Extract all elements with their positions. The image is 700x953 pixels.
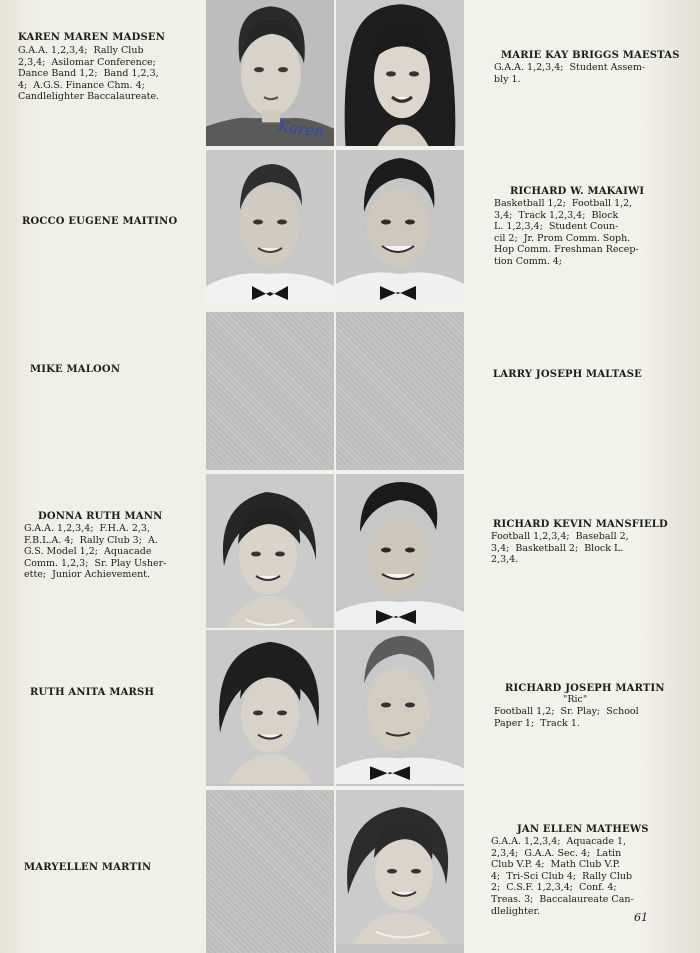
student-activities: Football 1,2,3,4; Baseball 2, 3,4; Basketball 2; Block L. 2,3,4. [491, 531, 629, 566]
blank-photo-placeholder [336, 312, 464, 470]
handwritten-signature: Karen [276, 116, 325, 142]
student-activities: G.A.A. 1,2,3,4; Aquacade 1, 2,3,4; G.A.A. Sec. 4; Latin Club V.P. 4; Math Club V.P. 4; Tri-Sci Club 4; Rally Club 2; C.S.F. 1,2,3,4; Conf. 4; Treas. 3; Baccalaureate Can- dlelighter. [491, 836, 634, 917]
blank-photo-placeholder [206, 790, 334, 953]
page-number: 61 [634, 911, 648, 924]
student-name: MIKE MALOON [30, 364, 121, 375]
student-name: MARYELLEN MARTIN [24, 862, 152, 873]
student-activities: Football 1,2; Sr. Play; School Paper 1; Track 1. [494, 706, 639, 729]
student-portrait [206, 150, 334, 304]
student-name: MARIE KAY BRIGGS MAESTAS [501, 50, 680, 61]
student-name: RICHARD W. MAKAIWI [510, 186, 645, 197]
student-name: LARRY JOSEPH MALTASE [493, 369, 642, 380]
student-activities: Basketball 1,2; Football 1,2, 3,4; Track 1,2,3,4; Block L. 1,2,3,4; Student Coun- cil 2; Jr. Prom Comm. Soph. Hop Comm. Freshman Recep- tion Comm. 4; [494, 198, 639, 267]
student-name: ROCCO EUGENE MAITINO [22, 216, 178, 227]
student-portrait [336, 474, 464, 628]
student-portrait [336, 790, 464, 953]
student-activities: G.A.A. 1,2,3,4; Rally Club 2,3,4; Asilomar Conference; Dance Band 1,2; Band 1,2,3, 4; A.G.S. Finance Chm. 4; Candlelighter Baccalaureate. [18, 45, 160, 103]
student-portrait [336, 0, 464, 146]
student-portrait [336, 630, 464, 786]
student-nickname: "Ric" [563, 694, 588, 705]
student-name: JAN ELLEN MATHEWS [517, 824, 649, 835]
student-activities: G.A.A. 1,2,3,4; F.H.A. 2,3, F.B.L.A. 4; Rally Club 3; A. G.S. Model 1,2; Aquacade Comm. 1,2,3; Sr. Play Usher- ette; Junior Achievement. [24, 523, 167, 581]
student-name: RUTH ANITA MARSH [30, 687, 155, 698]
student-portrait [206, 474, 334, 628]
student-name: RICHARD KEVIN MANSFIELD [493, 519, 668, 530]
student-name: KAREN MAREN MADSEN [18, 32, 166, 43]
student-portrait [336, 150, 464, 304]
student-portrait [206, 630, 334, 786]
student-activities: G.A.A. 1,2,3,4; Student Assem- bly 1. [494, 62, 646, 85]
student-name: DONNA RUTH MANN [38, 511, 163, 522]
blank-photo-placeholder [206, 312, 334, 470]
student-name: RICHARD JOSEPH MARTIN [505, 683, 665, 694]
